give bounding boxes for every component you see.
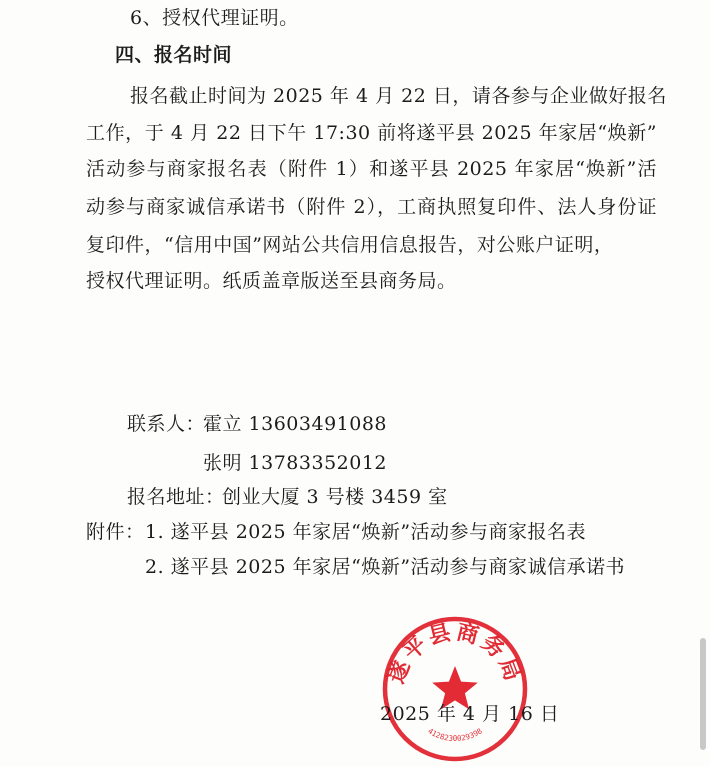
attachment-item-2: 2. 遂平县 2025 年家居“焕新”活动参与商家诚信承诺书 — [145, 556, 626, 578]
issue-date: 2025 年 4 月 16 日 — [380, 703, 560, 725]
paragraph-line: 动参与商家诚信承诺书（附件 2），工商执照复印件、法人身份证 — [86, 196, 657, 218]
seal-name: 遂平县商务局 — [384, 619, 526, 687]
attachment-item-1: 1. 遂平县 2025 年家居“焕新”活动参与商家报名表 — [145, 521, 587, 543]
paragraph-line: 授权代理证明。纸质盖章版送至县商务局。 — [86, 270, 457, 292]
address-label: 报名地址： — [127, 486, 225, 508]
contact-person-1: 霍立 13603491088 — [203, 413, 388, 435]
scrollbar-thumb[interactable] — [700, 638, 706, 750]
official-seal — [380, 614, 530, 764]
contact-label: 联系人： — [127, 413, 206, 435]
paragraph-line: 工作，于 4 月 22 日下午 17:30 前将遂平县 2025 年家居“焕新” — [86, 122, 657, 144]
paragraph-line: 复印件，“信用中国”网站公共信用信息报告，对公账户证明， — [86, 234, 614, 256]
paragraph-line: 报名截止时间为 2025 年 4 月 22 日，请各参与企业做好报名 — [130, 85, 667, 107]
seal-code: 4128230029398 — [426, 726, 484, 744]
svg-text:4128230029398 — [426, 726, 484, 743]
section-heading: 四、报名时间 — [115, 44, 233, 66]
scrollbar[interactable] — [696, 0, 710, 767]
contact-person-2: 张明 13783352012 — [203, 452, 388, 474]
paragraph-line: 活动参与商家报名表（附件 1）和遂平县 2025 年家居“焕新”活 — [86, 158, 657, 180]
attachments-label: 附件： — [86, 521, 145, 543]
list-item-6: 6、授权代理证明。 — [130, 7, 299, 29]
address-value: 创业大厦 3 号楼 3459 室 — [222, 486, 448, 508]
